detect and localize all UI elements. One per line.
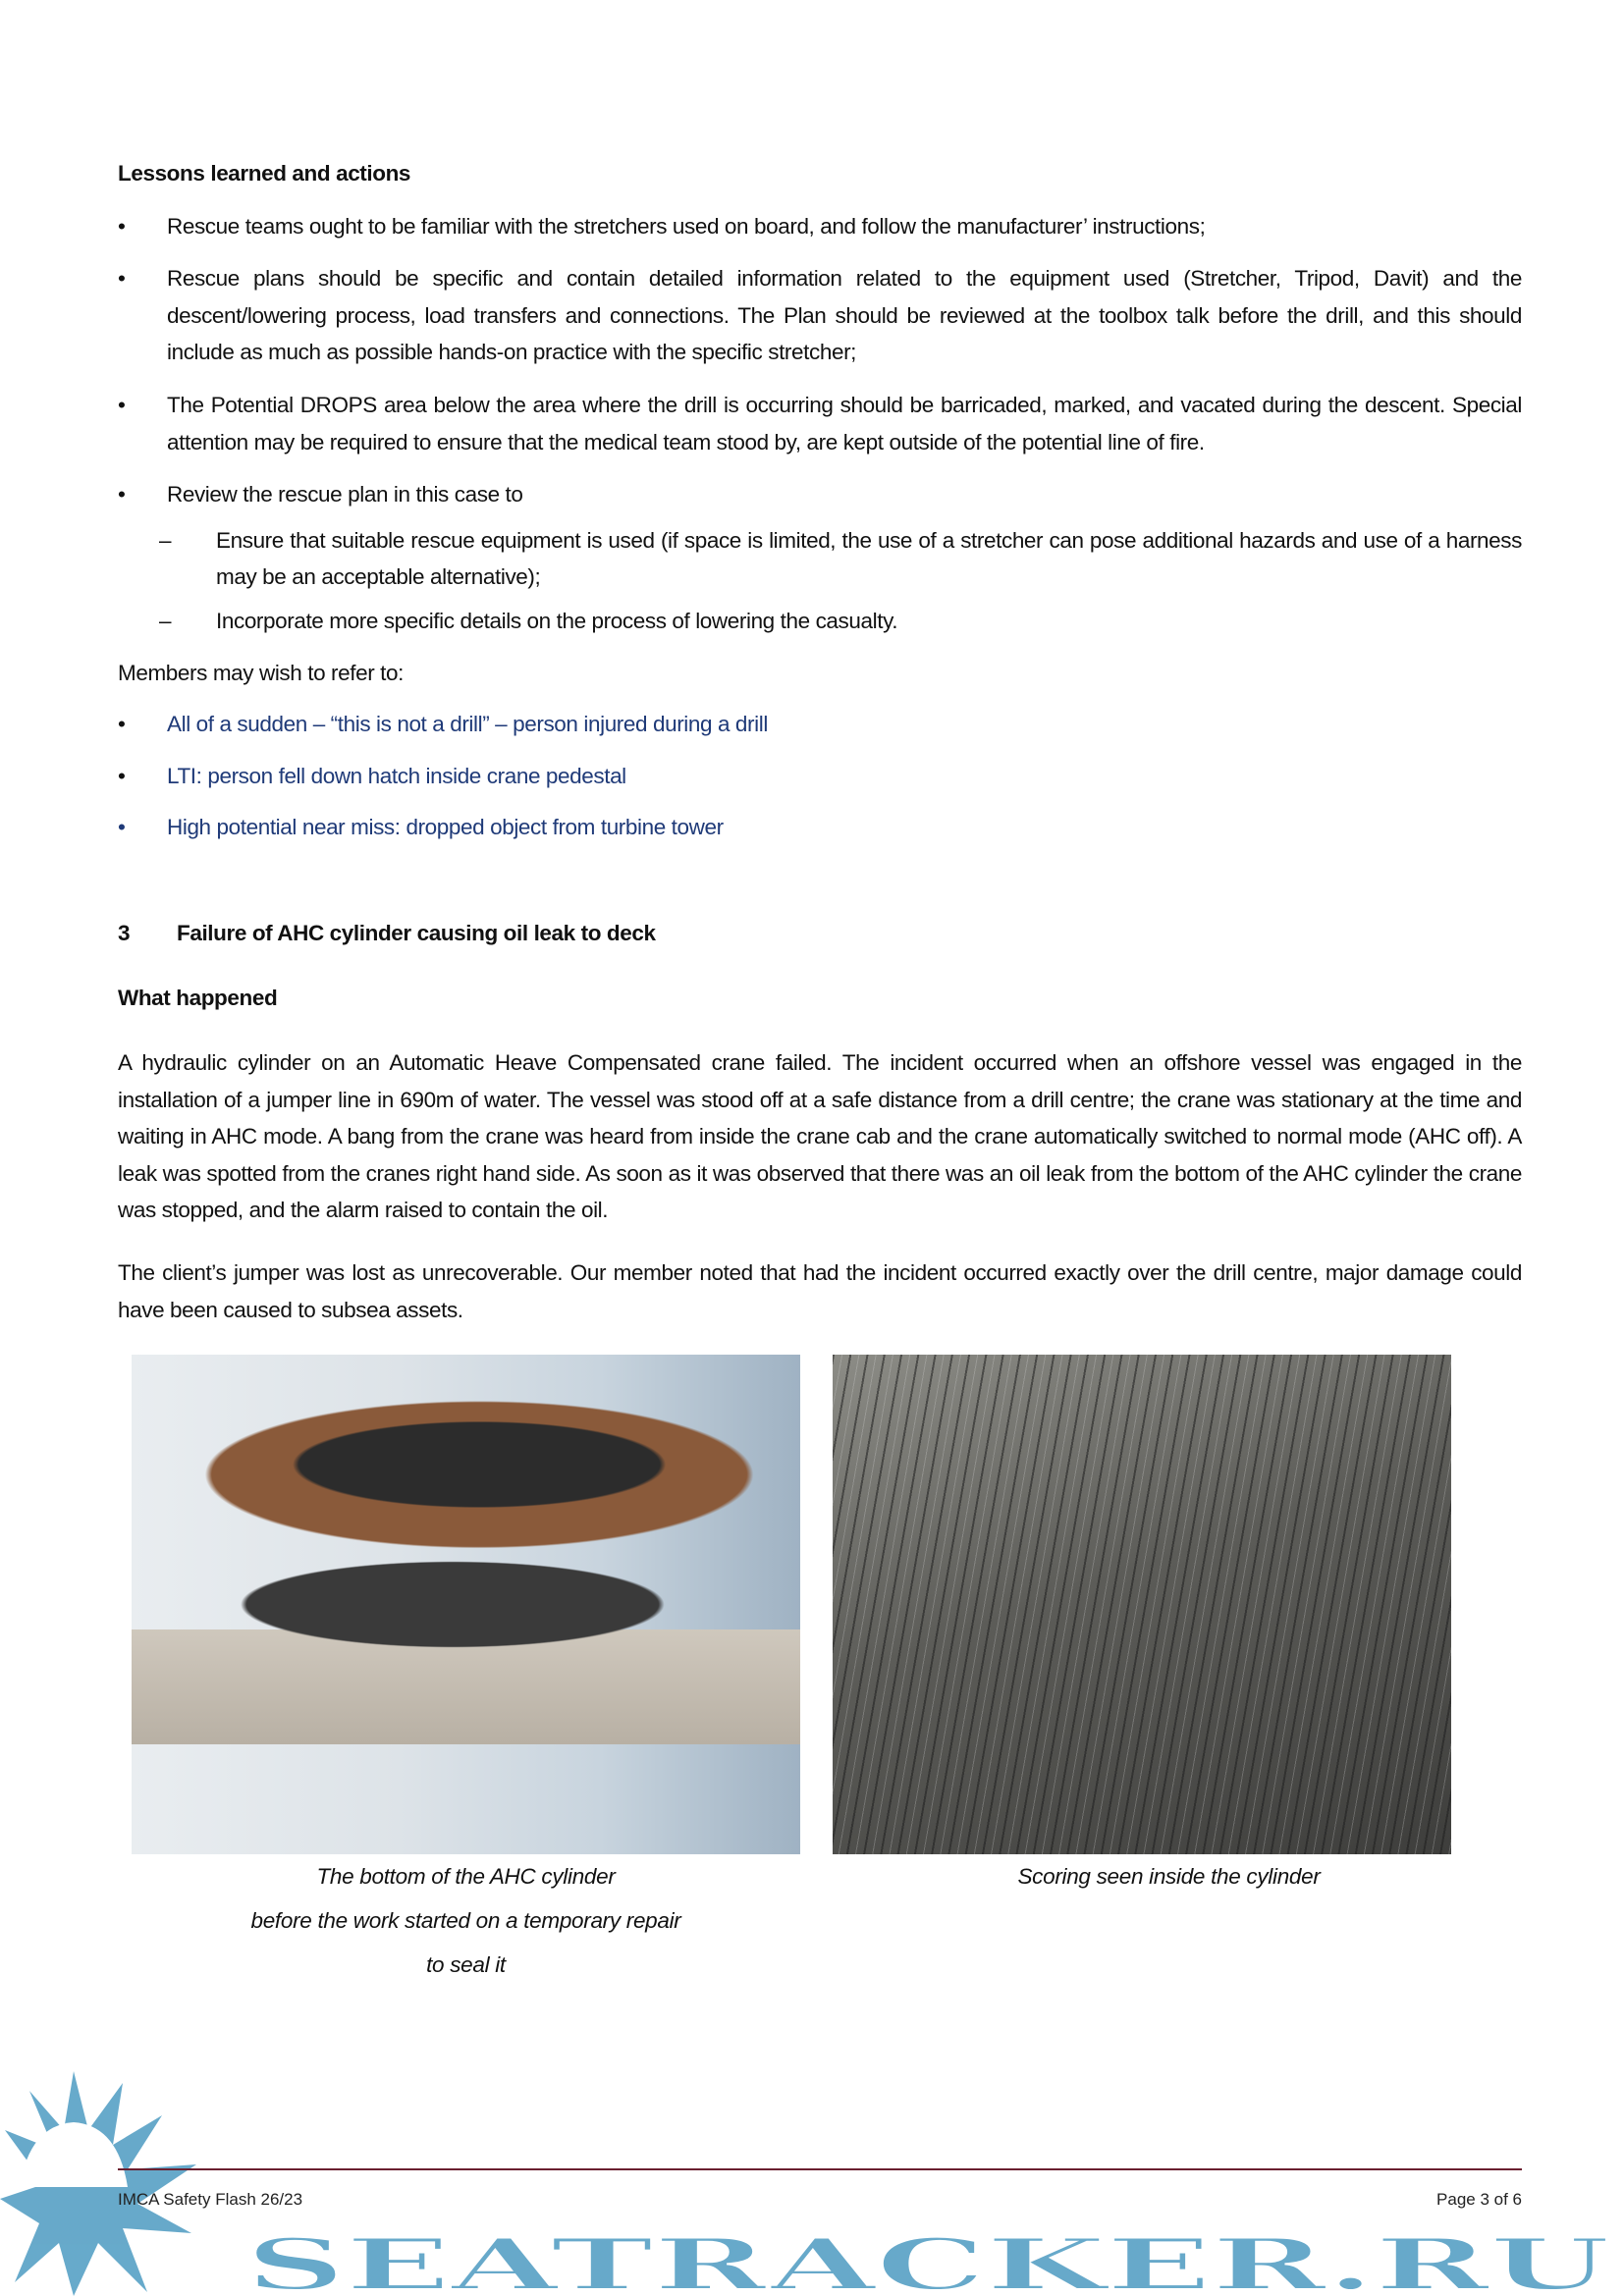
dash-icon: – <box>159 608 172 633</box>
link-text[interactable]: High potential near miss: dropped object from turbine tower <box>167 815 724 840</box>
left-photo-caption <box>132 1854 800 1987</box>
ahc-cylinder-bottom-photo <box>132 1355 800 1854</box>
bullet-icon: • <box>118 392 126 417</box>
section-title: Failure of AHC cylinder causing oil leak to deck <box>177 920 656 945</box>
lesson-bullet-1 <box>118 208 1522 245</box>
sub-bullet-text: Ensure that suitable rescue equipment is used (if space is limited, the use of a stretcher can pose additional hazards and use of a harness may be an acceptable alternative); <box>216 527 1522 590</box>
section-number: 3 <box>118 920 131 945</box>
footer-left: IMCA Safety Flash 26/23 <box>118 2190 303 2209</box>
reference-link-1[interactable] <box>118 706 1522 743</box>
reference-link-2[interactable] <box>118 758 1522 795</box>
bullet-text: Review the rescue plan in this case to <box>167 482 523 507</box>
caption-line: The bottom of the AHC cylinder <box>316 1864 616 1890</box>
refer-label: Members may wish to refer to: <box>118 660 404 685</box>
bullet-text: The Potential DROPS area below the area where the drill is occurring should be barricaded, marked, and vacated during the descent. Special attention may be required to ensure that the medical team stood by, are kept outside of the potential line of fire. <box>167 392 1522 454</box>
bullet-icon: • <box>118 763 126 788</box>
bullet-icon: • <box>118 712 126 737</box>
seatracker-watermark <box>0 2071 1624 2296</box>
lesson-bullet-4 <box>118 476 1522 513</box>
paragraph-2: The client’s jumper was lost as unrecoverable. Our member noted that had the incident occurred exactly over the drill centre, major damage could have been caused to subsea assets. <box>118 1260 1522 1322</box>
lesson-bullet-3 <box>118 387 1522 460</box>
caption-line: to seal it <box>426 1952 506 1978</box>
bullet-text: Rescue teams ought to be familiar with the stretchers used on board, and follow the manufacturer’ instructions; <box>167 213 1206 239</box>
bullet-icon: • <box>118 482 126 507</box>
sun-logo-icon <box>0 2071 196 2296</box>
lessons-heading: Lessons learned and actions <box>118 161 411 186</box>
caption-line: before the work started on a temporary repair <box>250 1908 681 1934</box>
link-text[interactable]: LTI: person fell down hatch inside crane pedestal <box>167 763 626 788</box>
footer-page-number: Page 3 of 6 <box>1436 2190 1522 2209</box>
section-heading <box>118 915 1522 952</box>
watermark-text: SEATRACKER.RU <box>245 2222 1610 2296</box>
caption-row <box>132 1854 1522 1992</box>
sub-bullet-text: Incorporate more specific details on the process of lowering the casualty. <box>216 608 898 633</box>
sub-bullet-1 <box>118 522 1522 596</box>
paragraph-1: A hydraulic cylinder on an Automatic Heave Compensated crane failed. The incident occurred when an offshore vessel was engaged in the installation of a jumper line in 690m of water. The vessel was stood off at a safe distance from a drill centre; the crane was stationary at the time and waiting in AHC mode. A bang from the crane was heard from inside the crane cab and the crane automatically switched to normal mode (AHC off). A leak was spotted from the cranes right hand side. As soon as it was observed that there was an oil leak from the bottom of the AHC cylinder the crane was stopped, and the alarm raised to contain the oil. <box>118 1050 1522 1223</box>
reference-link-3[interactable] <box>118 809 1522 846</box>
bullet-text: Rescue plans should be specific and contain detailed information related to the equipment used (Stretcher, Tripod, Davit) and the descent/lowering process, load transfers and connections. The Plan should be reviewed at the toolbox talk before the drill, and this should include as much as possible hands-on practice with the specific stretcher; <box>167 266 1522 365</box>
sub-bullet-2 <box>118 603 1522 640</box>
right-photo-caption: Scoring seen inside the cylinder <box>1017 1864 1321 1890</box>
bullet-icon: • <box>118 266 126 292</box>
what-happened-heading: What happened <box>118 985 278 1010</box>
scored-cylinder-photo <box>833 1355 1451 1854</box>
bullet-icon: • <box>118 213 126 239</box>
page-content <box>118 155 1522 1992</box>
photo-row <box>132 1355 1522 1854</box>
dash-icon: – <box>159 527 172 553</box>
link-text[interactable]: All of a sudden – “this is not a drill” – person injured during a drill <box>167 712 768 737</box>
bullet-icon: • <box>118 815 126 840</box>
lesson-bullet-2 <box>118 260 1522 371</box>
footer-rule <box>118 2168 1522 2170</box>
